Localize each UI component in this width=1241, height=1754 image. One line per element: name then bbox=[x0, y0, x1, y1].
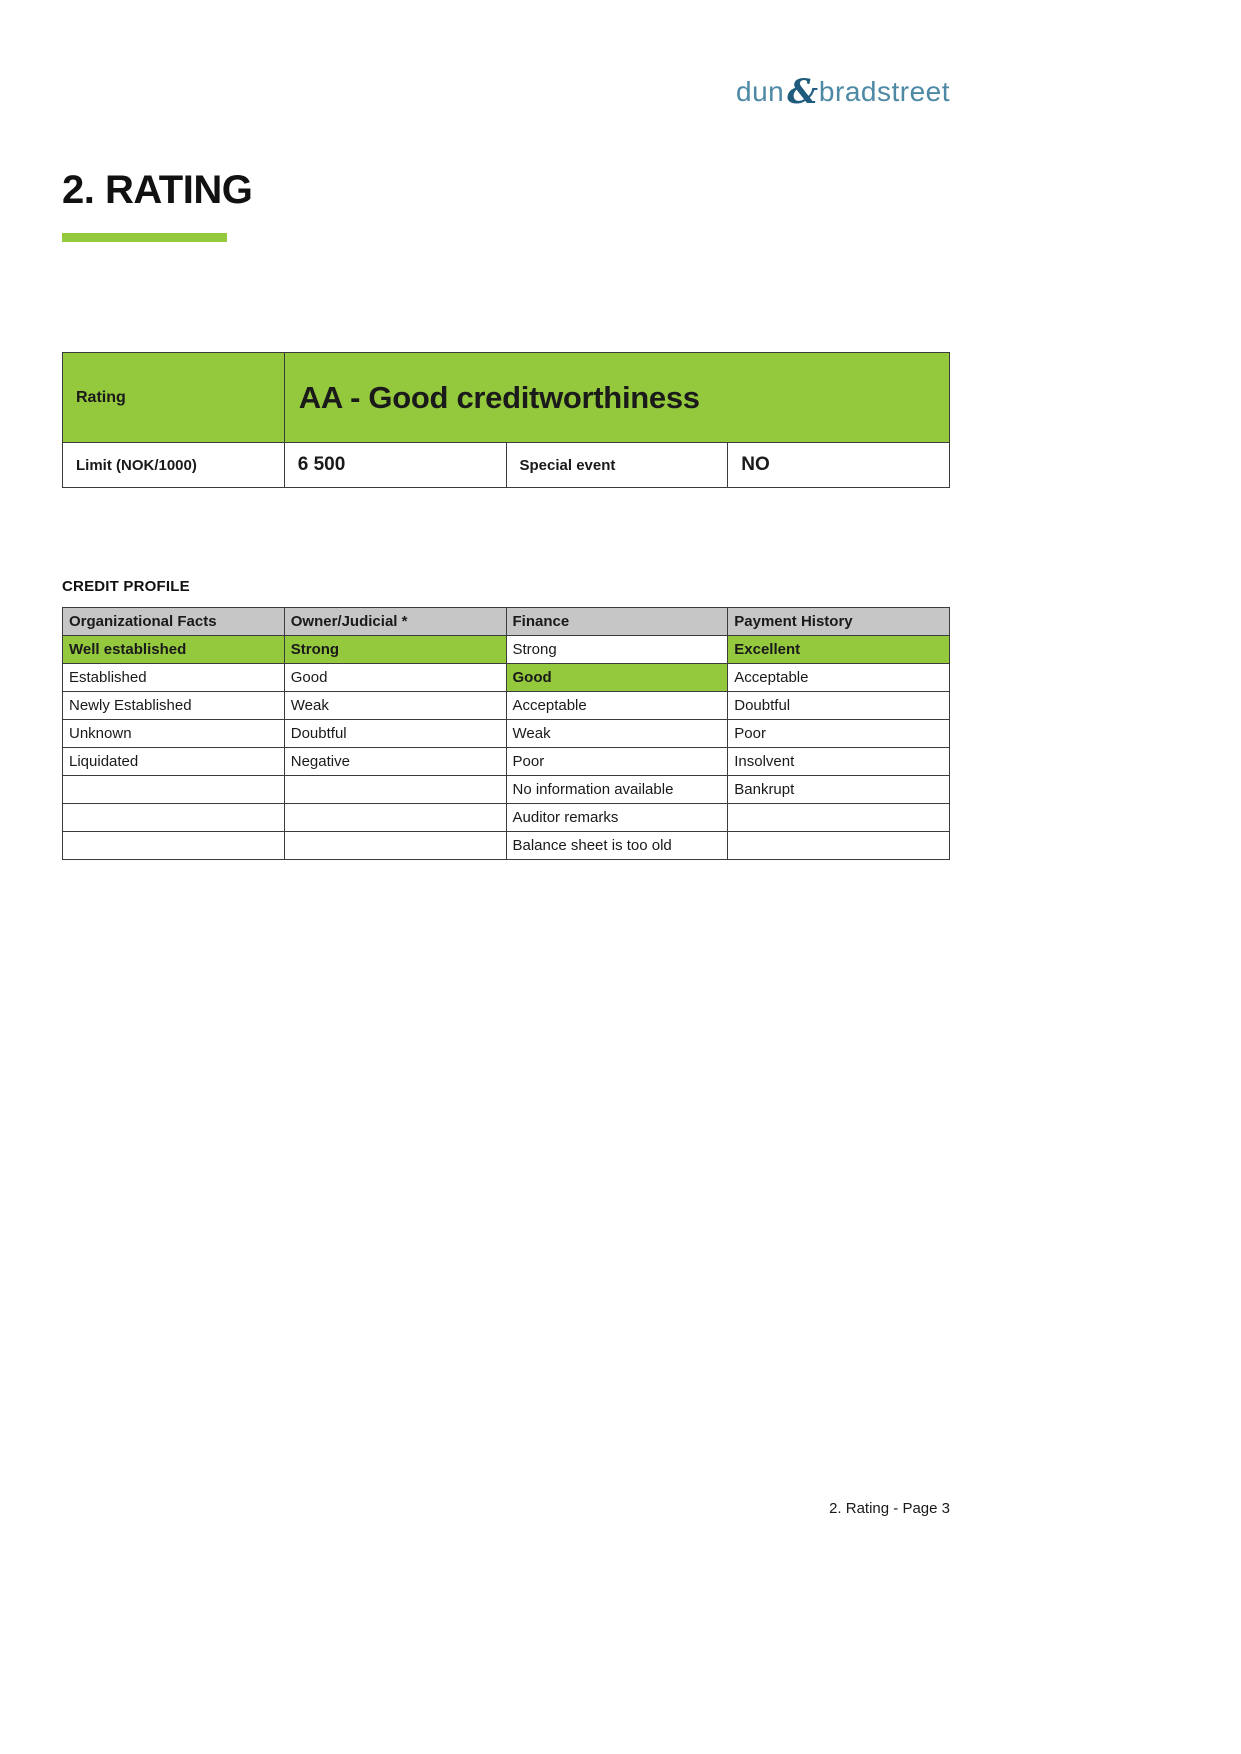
credit-profile-cell: Poor bbox=[506, 748, 728, 776]
credit-profile-column-header: Finance bbox=[506, 608, 728, 636]
credit-profile-cell: Poor bbox=[728, 720, 950, 748]
credit-profile-cell: Insolvent bbox=[728, 748, 950, 776]
credit-profile-cell: Acceptable bbox=[506, 692, 728, 720]
limit-label: Limit (NOK/1000) bbox=[63, 443, 285, 488]
page-title: 2. RATING bbox=[62, 168, 253, 212]
credit-profile-cell bbox=[63, 832, 285, 860]
credit-profile-table bbox=[62, 607, 950, 860]
credit-profile-cell: Doubtful bbox=[728, 692, 950, 720]
credit-profile-cell: Doubtful bbox=[284, 720, 506, 748]
page-footer: 2. Rating - Page 3 bbox=[829, 1500, 950, 1517]
credit-profile-cell: Acceptable bbox=[728, 664, 950, 692]
credit-profile-title: CREDIT PROFILE bbox=[62, 578, 190, 595]
credit-profile-cell: Unknown bbox=[63, 720, 285, 748]
rating-table bbox=[62, 352, 950, 488]
credit-profile-cell: No information available bbox=[506, 776, 728, 804]
credit-profile-cell: Good bbox=[506, 664, 728, 692]
table-row bbox=[63, 664, 950, 692]
logo-ampersand-icon: & bbox=[787, 72, 818, 112]
credit-profile-cell bbox=[63, 776, 285, 804]
credit-profile-cell: Newly Established bbox=[63, 692, 285, 720]
title-underline bbox=[62, 233, 227, 242]
table-row bbox=[63, 832, 950, 860]
credit-profile-header-row bbox=[63, 608, 950, 636]
credit-profile-column-header: Payment History bbox=[728, 608, 950, 636]
credit-profile-cell: Balance sheet is too old bbox=[506, 832, 728, 860]
limit-value: 6 500 bbox=[284, 443, 506, 488]
table-row bbox=[63, 720, 950, 748]
credit-profile-cell: Auditor remarks bbox=[506, 804, 728, 832]
rating-row bbox=[63, 353, 950, 443]
table-row bbox=[63, 692, 950, 720]
logo-word-dun: dun bbox=[736, 76, 785, 107]
table-row bbox=[63, 636, 950, 664]
credit-profile-cell: Good bbox=[284, 664, 506, 692]
credit-profile-cell bbox=[284, 804, 506, 832]
credit-profile-cell: Negative bbox=[284, 748, 506, 776]
credit-profile-cell bbox=[63, 804, 285, 832]
credit-profile-cell bbox=[728, 804, 950, 832]
special-event-value: NO bbox=[728, 443, 950, 488]
limit-row bbox=[63, 443, 950, 488]
credit-profile-cell: Weak bbox=[506, 720, 728, 748]
credit-profile-body bbox=[63, 636, 950, 860]
logo-word-bradstreet: bradstreet bbox=[818, 76, 950, 107]
credit-profile-cell: Strong bbox=[284, 636, 506, 664]
table-row bbox=[63, 748, 950, 776]
credit-profile-column-header: Owner/Judicial * bbox=[284, 608, 506, 636]
credit-profile-cell: Strong bbox=[506, 636, 728, 664]
credit-profile-cell: Established bbox=[63, 664, 285, 692]
credit-profile-cell: Excellent bbox=[728, 636, 950, 664]
credit-profile-cell bbox=[728, 832, 950, 860]
credit-profile-cell bbox=[284, 832, 506, 860]
credit-profile-cell: Weak bbox=[284, 692, 506, 720]
table-row bbox=[63, 804, 950, 832]
credit-profile-cell: Liquidated bbox=[63, 748, 285, 776]
credit-profile-column-header: Organizational Facts bbox=[63, 608, 285, 636]
special-event-label: Special event bbox=[506, 443, 728, 488]
table-row bbox=[63, 776, 950, 804]
dnb-logo bbox=[62, 70, 950, 110]
credit-profile-cell bbox=[284, 776, 506, 804]
rating-label: Rating bbox=[63, 353, 285, 443]
credit-profile-cell: Well established bbox=[63, 636, 285, 664]
credit-profile-cell: Bankrupt bbox=[728, 776, 950, 804]
rating-value: AA - Good creditworthiness bbox=[284, 353, 949, 443]
